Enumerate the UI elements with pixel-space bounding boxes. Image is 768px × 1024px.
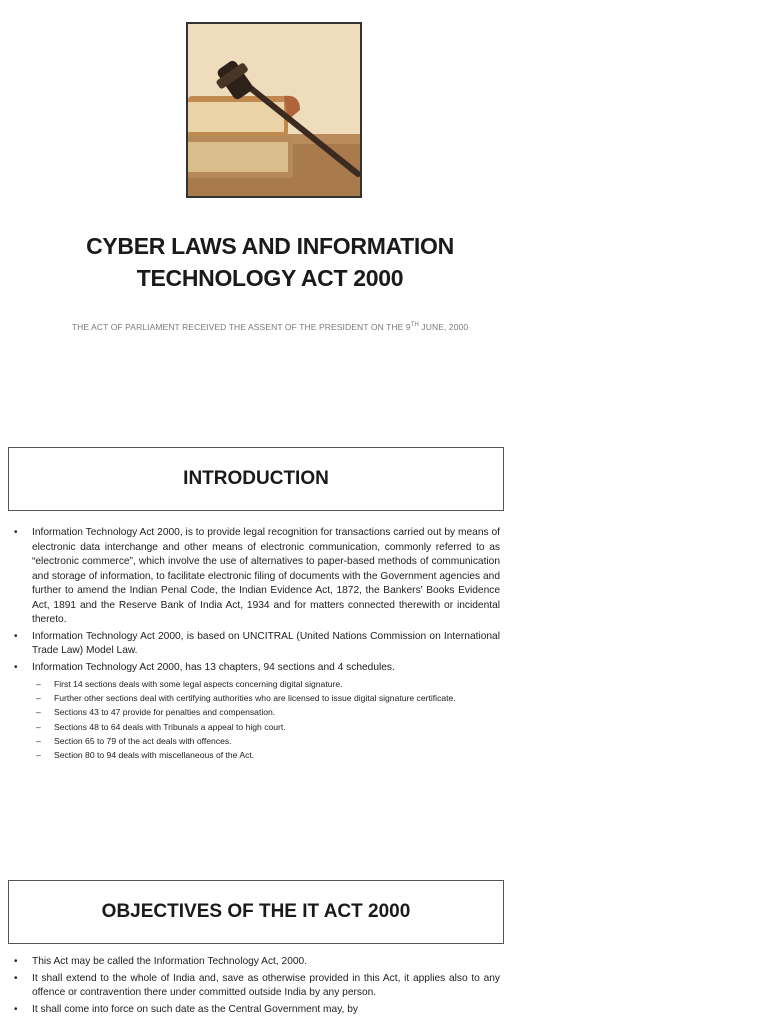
subtitle-superscript: TH	[410, 322, 419, 329]
document-title	[40, 230, 500, 294]
cover-image-gavel-on-books	[186, 22, 362, 198]
intro-bullet-3-text: Information Technology Act 2000, has 13 chapters, 94 sections and 4 schedules.	[32, 661, 395, 673]
introduction-heading: INTRODUCTION	[183, 468, 329, 489]
intro-bullet-2: • Information Technology Act 2000, is based on UNCITRAL (United Nations Commission on International Trade Law) Model Law.	[14, 630, 500, 659]
sub-bullet-3: – Sections 43 to 47 provide for penalties and compensation.	[32, 705, 500, 719]
introduction-heading-box	[8, 447, 504, 511]
subtitle-text: THE ACT OF PARLIAMENT RECEIVED THE ASSENT OF THE PRESIDENT ON THE 9	[71, 322, 411, 332]
sub-bullet-1: – First 14 sections deals with some legal aspects concerning digital signature.	[32, 677, 500, 691]
objective-bullet-1: • This Act may be called the Information Technology Act, 2000.	[14, 955, 500, 970]
title-line-1: CYBER LAWS AND INFORMATION	[86, 233, 454, 259]
objective-bullet-3: • It shall come into force on such date as the Central Government may, by	[14, 1003, 500, 1018]
intro-bullet-1: • Information Technology Act 2000, is to provide legal recognition for transactions carried out by means of electronic data interchange and other means of electronic communication, commonly referred to as “electronic commerce”, which involve the use of alternatives to paper-based methods of communication and storage of information, to facilitate electronic filing of documents with the Government agencies and further to amend the Indian Penal Code, the Indian Evidence Act, 1872, the Bankers' Books Evidence Act, 1891 and the Reserve Bank of India Act, 1934 and for matters connected therewith or incidental thereto.	[14, 526, 500, 628]
intro-bullet-3	[14, 661, 500, 763]
sub-bullet-4: – Sections 48 to 64 deals with Tribunals a appeal to high court.	[32, 720, 500, 734]
gavel-books-illustration	[188, 24, 360, 196]
assent-subtitle	[20, 322, 520, 332]
sub-bullet-6: – Section 80 to 94 deals with miscellaneous of the Act.	[32, 748, 500, 762]
title-line-2: TECHNOLOGY ACT 2000	[136, 265, 404, 291]
sub-bullet-2: – Further other sections deal with certifying authorities who are licensed to issue digital signature certificate.	[32, 691, 500, 705]
sections-sub-list	[32, 677, 500, 762]
introduction-bullet-list	[14, 526, 500, 764]
sub-bullet-5: – Section 65 to 79 of the act deals with offences.	[32, 734, 500, 748]
objectives-bullet-list	[14, 955, 500, 1019]
objectives-heading: OBJECTIVES OF THE IT ACT 2000	[101, 901, 411, 922]
objectives-heading-box	[8, 880, 504, 944]
subtitle-date: JUNE, 2000	[418, 322, 469, 332]
objective-bullet-2: • It shall extend to the whole of India and, save as otherwise provided in this Act, it applies also to any offence or contravention there under committed outside India by any person.	[14, 972, 500, 1001]
